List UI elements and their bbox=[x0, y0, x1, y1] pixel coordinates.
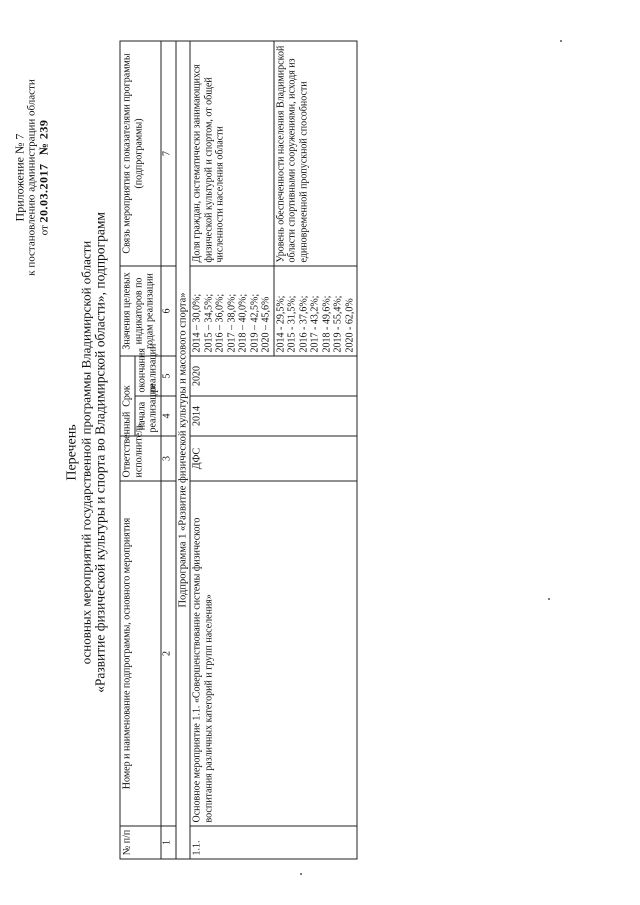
indicator-2-link: Уровень обеспеченности населения Владимирской области спортивными сооружениями, исходя из единовременной пропускной способности bbox=[274, 41, 358, 266]
header-term: Срок bbox=[120, 356, 135, 436]
title-line-1: Перечень bbox=[64, 424, 80, 481]
table-row bbox=[190, 41, 274, 859]
col-num-1: 1 bbox=[161, 826, 176, 859]
header-values: Значения целевых индикаторов по годам реализации bbox=[120, 266, 161, 356]
header-name: Номер и наименование подпрограммы, основного мероприятия bbox=[120, 481, 161, 826]
indicator-1-values: 2014 – 30,0%; 2015 – 34,5%; 2016 – 36,0%; 2017 – 38,0%; 2018 – 40,0%; 2019 – 42,5%; 2020 – 45,6% bbox=[190, 266, 274, 356]
indicator-1-link: Доля граждан, систематически занимающихся физической культурой и спортом, от общей численности населения области bbox=[190, 41, 274, 266]
scan-speck bbox=[548, 598, 550, 600]
document-title bbox=[66, 88, 108, 818]
column-number-row bbox=[161, 41, 176, 859]
scan-speck bbox=[300, 873, 302, 875]
col-num-6: 6 bbox=[161, 266, 176, 356]
header-link: Связь мероприятия с показателями программы (подпрограммы) bbox=[120, 41, 161, 266]
title-line-3: «Развитие физической культуры и спорта во Владимирской области», подпрограмм bbox=[92, 212, 108, 693]
row-end: 2020 bbox=[190, 356, 357, 396]
header-num: № п/п bbox=[120, 826, 161, 859]
appendix-resolution: к постановлению администрации области bbox=[25, 79, 38, 276]
col-num-2: 2 bbox=[161, 481, 176, 826]
header-start: начала реализации bbox=[135, 396, 161, 436]
resolution-number: № 239 bbox=[36, 119, 51, 156]
col-num-3: 3 bbox=[161, 436, 176, 481]
header-responsible: Ответственный исполнитель bbox=[120, 436, 161, 481]
row-num: 1.1. bbox=[190, 826, 357, 859]
col-num-4: 4 bbox=[161, 396, 176, 436]
title-line-2: основных мероприятий государственной программы Владимирской области bbox=[78, 240, 94, 665]
table-header-row bbox=[120, 41, 135, 859]
row-responsible: ДФС bbox=[190, 436, 357, 481]
indicator-2-values: 2014 - 29,5%; 2015 - 31,5%; 2016 - 37,6%; 2017 - 43,2%; 2018 - 49,6%; 2019 - 55,4%; 2020 - 62,0% bbox=[274, 266, 358, 356]
scan-speck bbox=[560, 40, 562, 42]
header-end: окончания реализации bbox=[135, 356, 161, 396]
appendix-date-line: от 20.03.2017 № 239 bbox=[36, 119, 51, 236]
col-num-5: 5 bbox=[161, 356, 176, 396]
measures-table bbox=[120, 41, 358, 860]
col-num-7: 7 bbox=[161, 41, 176, 266]
appendix-header bbox=[14, 38, 51, 318]
document-page bbox=[8, 8, 633, 898]
row-start: 2014 bbox=[190, 396, 357, 436]
appendix-number: Приложение № 7 bbox=[12, 133, 27, 222]
subprogram-title: Подпрограмма 1 «Развитие физической культуры и массового спорта» bbox=[176, 41, 191, 859]
subprogram-row bbox=[176, 41, 191, 859]
resolution-date: 20.03.2017 bbox=[36, 163, 51, 223]
row-name: Основное мероприятие 1.1. «Совершенствование системы физического воспитания различных категорий и групп населения» bbox=[190, 481, 357, 826]
